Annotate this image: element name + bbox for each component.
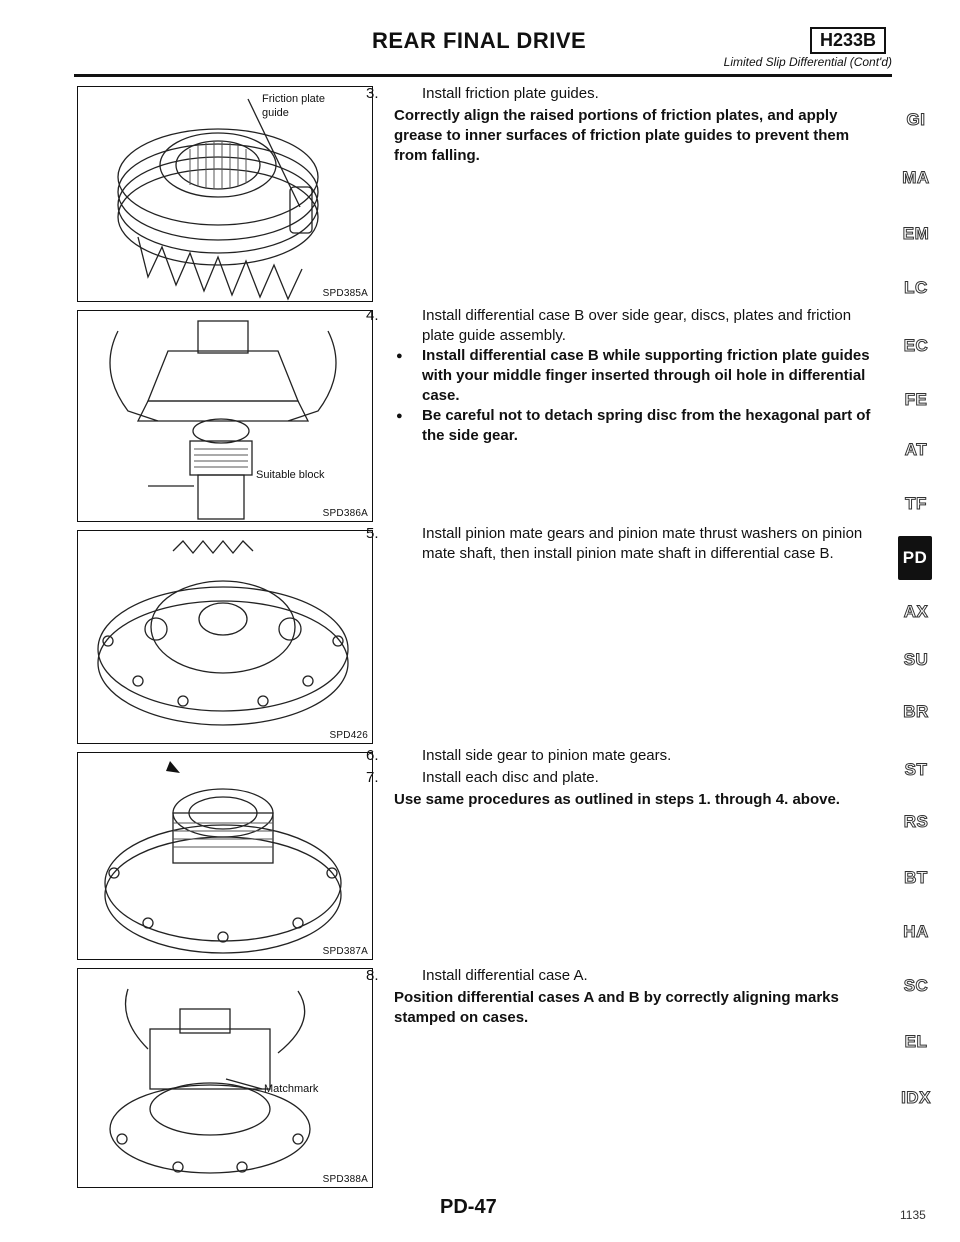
tab-el[interactable]: EL: [904, 1032, 928, 1051]
callout-guide: guide: [262, 107, 289, 119]
tab-em[interactable]: EM: [902, 224, 930, 243]
step-number: 3.: [366, 85, 379, 102]
figure-code: SPD426: [329, 730, 368, 741]
section-subtitle: Limited Slip Differential (Cont'd): [723, 55, 892, 69]
callout-friction-plate: Friction plate: [262, 93, 325, 105]
tab-ma[interactable]: MA: [902, 168, 930, 187]
figure-code: SPD387A: [322, 946, 368, 957]
step-number: 5.: [366, 525, 379, 542]
arrow-icon: [166, 761, 180, 773]
tab-fe[interactable]: FE: [904, 390, 928, 409]
bullet-note: ● Install differential case B while supporting friction plate guides with your middle finger inserted through oil hole in differential case.: [394, 346, 886, 406]
step-number: 8.: [366, 967, 379, 984]
tab-pd-active[interactable]: PD: [898, 536, 932, 580]
step-6-7: [366, 746, 886, 810]
page-number: PD-47: [440, 1196, 497, 1218]
case-b-install-illustration: [78, 311, 372, 521]
model-code-badge: H233B: [810, 27, 886, 54]
tab-tf[interactable]: TF: [905, 494, 927, 513]
tab-br[interactable]: BR: [903, 702, 929, 721]
step-number: 6.: [366, 747, 379, 764]
tab-idx[interactable]: IDX: [901, 1088, 931, 1107]
tab-gi[interactable]: GI: [906, 110, 926, 129]
tab-ec[interactable]: EC: [903, 336, 929, 355]
callout-matchmark: Matchmark: [264, 1083, 319, 1095]
pinion-gears-illustration: [78, 531, 372, 743]
figure-code: SPD385A: [322, 288, 368, 299]
step-note: Use same procedures as outlined in steps 1. through 4. above.: [394, 791, 840, 808]
step-8: [366, 966, 886, 1028]
step-text: Install friction plate guides.: [422, 85, 599, 102]
figure-matchmark: [77, 968, 373, 1188]
figure-disc-and-plate: [77, 752, 373, 960]
step-number: 4.: [366, 307, 379, 324]
tab-bt[interactable]: BT: [904, 868, 928, 887]
document-page-number: 1135: [900, 1208, 926, 1222]
tab-at[interactable]: AT: [904, 440, 928, 459]
step-text: Install each disc and plate.: [422, 769, 599, 786]
step-note: Correctly align the raised portions of friction plates, and apply grease to inner surfaces of friction plate guides to prevent them from falling.: [394, 107, 850, 164]
header-rule: [74, 74, 892, 77]
callout-suitable-block: Suitable block: [256, 469, 325, 481]
friction-plate-illustration: [78, 87, 372, 301]
step-note: Position differential cases A and B by correctly aligning marks stamped on cases.: [394, 989, 839, 1026]
tab-st[interactable]: ST: [904, 760, 928, 779]
figure-friction-plate-guide: [77, 86, 373, 302]
step-text: Install side gear to pinion mate gears.: [422, 747, 672, 764]
tab-ax[interactable]: AX: [903, 602, 929, 621]
figure-code: SPD386A: [322, 508, 368, 519]
figure-code: SPD388A: [322, 1174, 368, 1185]
tab-sc[interactable]: SC: [903, 976, 929, 995]
step-4: [366, 306, 886, 446]
case-a-illustration: [78, 969, 372, 1187]
tab-lc[interactable]: LC: [904, 278, 928, 297]
step-3: [366, 84, 886, 166]
step-text: Install differential case B over side gear, discs, plates and friction plate guide assembly.: [422, 307, 852, 344]
figure-pinion-mate-gears: [77, 530, 373, 744]
figure-suitable-block: [77, 310, 373, 522]
tab-rs[interactable]: RS: [903, 812, 929, 831]
bullet-note: ● Be careful not to detach spring disc from the hexagonal part of the side gear.: [394, 406, 886, 446]
step-5: [366, 524, 886, 564]
page-title: REAR FINAL DRIVE: [372, 28, 587, 53]
disc-plate-illustration: [78, 753, 372, 959]
tab-su[interactable]: SU: [903, 650, 929, 669]
tab-ha[interactable]: HA: [903, 922, 929, 941]
step-number: 7.: [366, 769, 379, 786]
step-text: Install pinion mate gears and pinion mate thrust washers on pinion mate shaft, then install pinion mate shaft in differential case B.: [422, 525, 863, 562]
step-text: Install differential case A.: [422, 967, 588, 984]
